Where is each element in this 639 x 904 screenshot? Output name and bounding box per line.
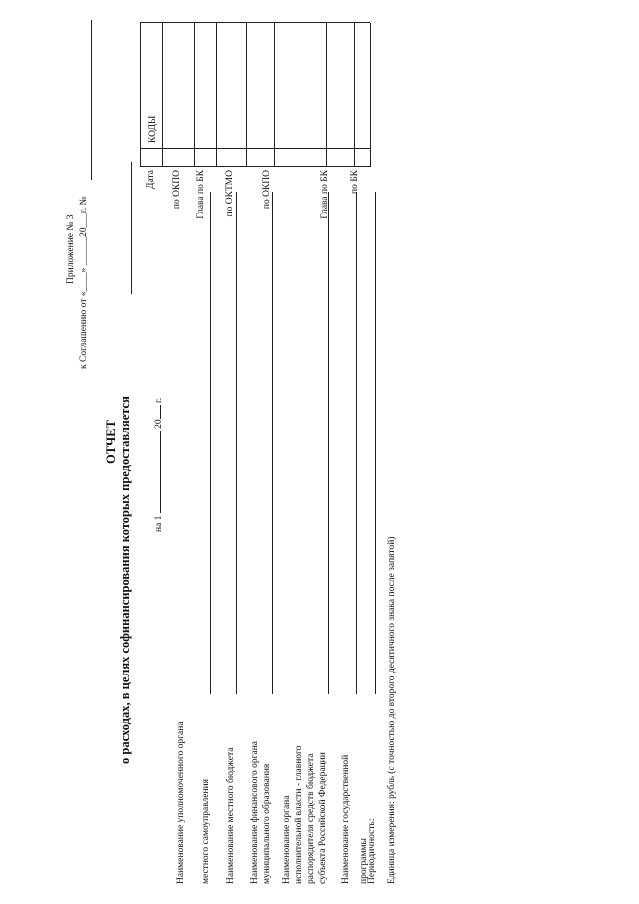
codes-border-row1: [162, 23, 163, 167]
field-program-label-line2: программы: [359, 838, 369, 884]
date-prefix: на 1: [154, 515, 164, 532]
codes-header: КОДЫ: [148, 115, 158, 143]
codes-border-row4: [246, 23, 247, 167]
code-label-okpo: по ОКПО: [172, 170, 182, 210]
codes-border-row7: [354, 23, 355, 167]
field-finance-body-label-line2: муниципального образования: [262, 763, 272, 884]
date-day-month-blank: [150, 431, 161, 513]
field-local-budget-line: [236, 192, 237, 694]
report-title: ОТЧЕТ: [104, 420, 118, 464]
field-program-label-line1: Наименование государственной: [341, 754, 351, 884]
code-label-chapter-bk-2: Глава по БК: [320, 170, 330, 219]
codes-border-col1: [140, 148, 370, 149]
field-periodicity-line: [375, 192, 376, 694]
field-finance-body-label-line1: Наименование финансового органа: [250, 740, 260, 884]
field-periodicity-label: Периодичность:: [367, 818, 377, 884]
field-executive-body-line: [328, 192, 329, 694]
code-label-okpo-2: по ОКПО: [262, 170, 272, 210]
field-executive-body-label-line1: Наименование органа: [282, 795, 292, 884]
field-executive-body-label-line4: субъекта Российской Федерации: [318, 752, 328, 884]
field-executive-body-label: [281, 746, 329, 884]
annex-number: Приложение № 3: [66, 214, 76, 284]
code-label-chapter-bk: Глава по БК: [196, 170, 206, 219]
date-year-prefix: 20: [154, 419, 164, 429]
annex-agreement-line: к Соглашению от «____» ______20___г. №: [79, 196, 89, 369]
codes-border-top: [140, 23, 141, 167]
codes-table: [140, 23, 370, 167]
codes-border-bottom: [370, 23, 371, 167]
field-authority-line: [210, 192, 211, 694]
code-label-bk: по БК: [350, 170, 360, 195]
field-finance-body-line: [272, 192, 273, 694]
field-unit-label: Единица измерения: рубль (с точностью до второго десятичного знака после запятой): [387, 536, 397, 884]
date-year-blank: [150, 405, 161, 419]
field-finance-body-label: [249, 741, 273, 884]
field-authority-label-line1: Наименование уполномоченного органа: [176, 721, 186, 884]
codes-border-left: [140, 166, 370, 167]
field-authority-label: [175, 721, 212, 884]
codes-border-row2: [194, 23, 195, 167]
field-executive-body-label-line3: распорядителя средств бюджета: [306, 753, 316, 884]
code-label-oktmo: по ОКТМО: [225, 170, 235, 217]
report-subtitle: о расходах, в целях софинансирования которых предоставляется: [118, 396, 132, 764]
field-program-line: [356, 192, 357, 694]
date-suffix: г.: [154, 397, 164, 403]
annex-number-underline: [91, 20, 92, 180]
field-authority-label-line2: местного самоуправления: [201, 778, 211, 884]
codes-border-row5: [274, 23, 275, 167]
field-executive-body-label-line2: исполнительной власти - главного: [294, 745, 304, 884]
subtitle-fill-line: [131, 162, 132, 294]
code-label-date: Дата: [146, 170, 156, 189]
codes-border-right: [140, 22, 370, 23]
report-date-line: [150, 398, 164, 532]
field-local-budget-label: Наименование местного бюджета: [226, 747, 236, 884]
codes-border-row6: [326, 23, 327, 167]
codes-border-row3: [216, 23, 217, 167]
